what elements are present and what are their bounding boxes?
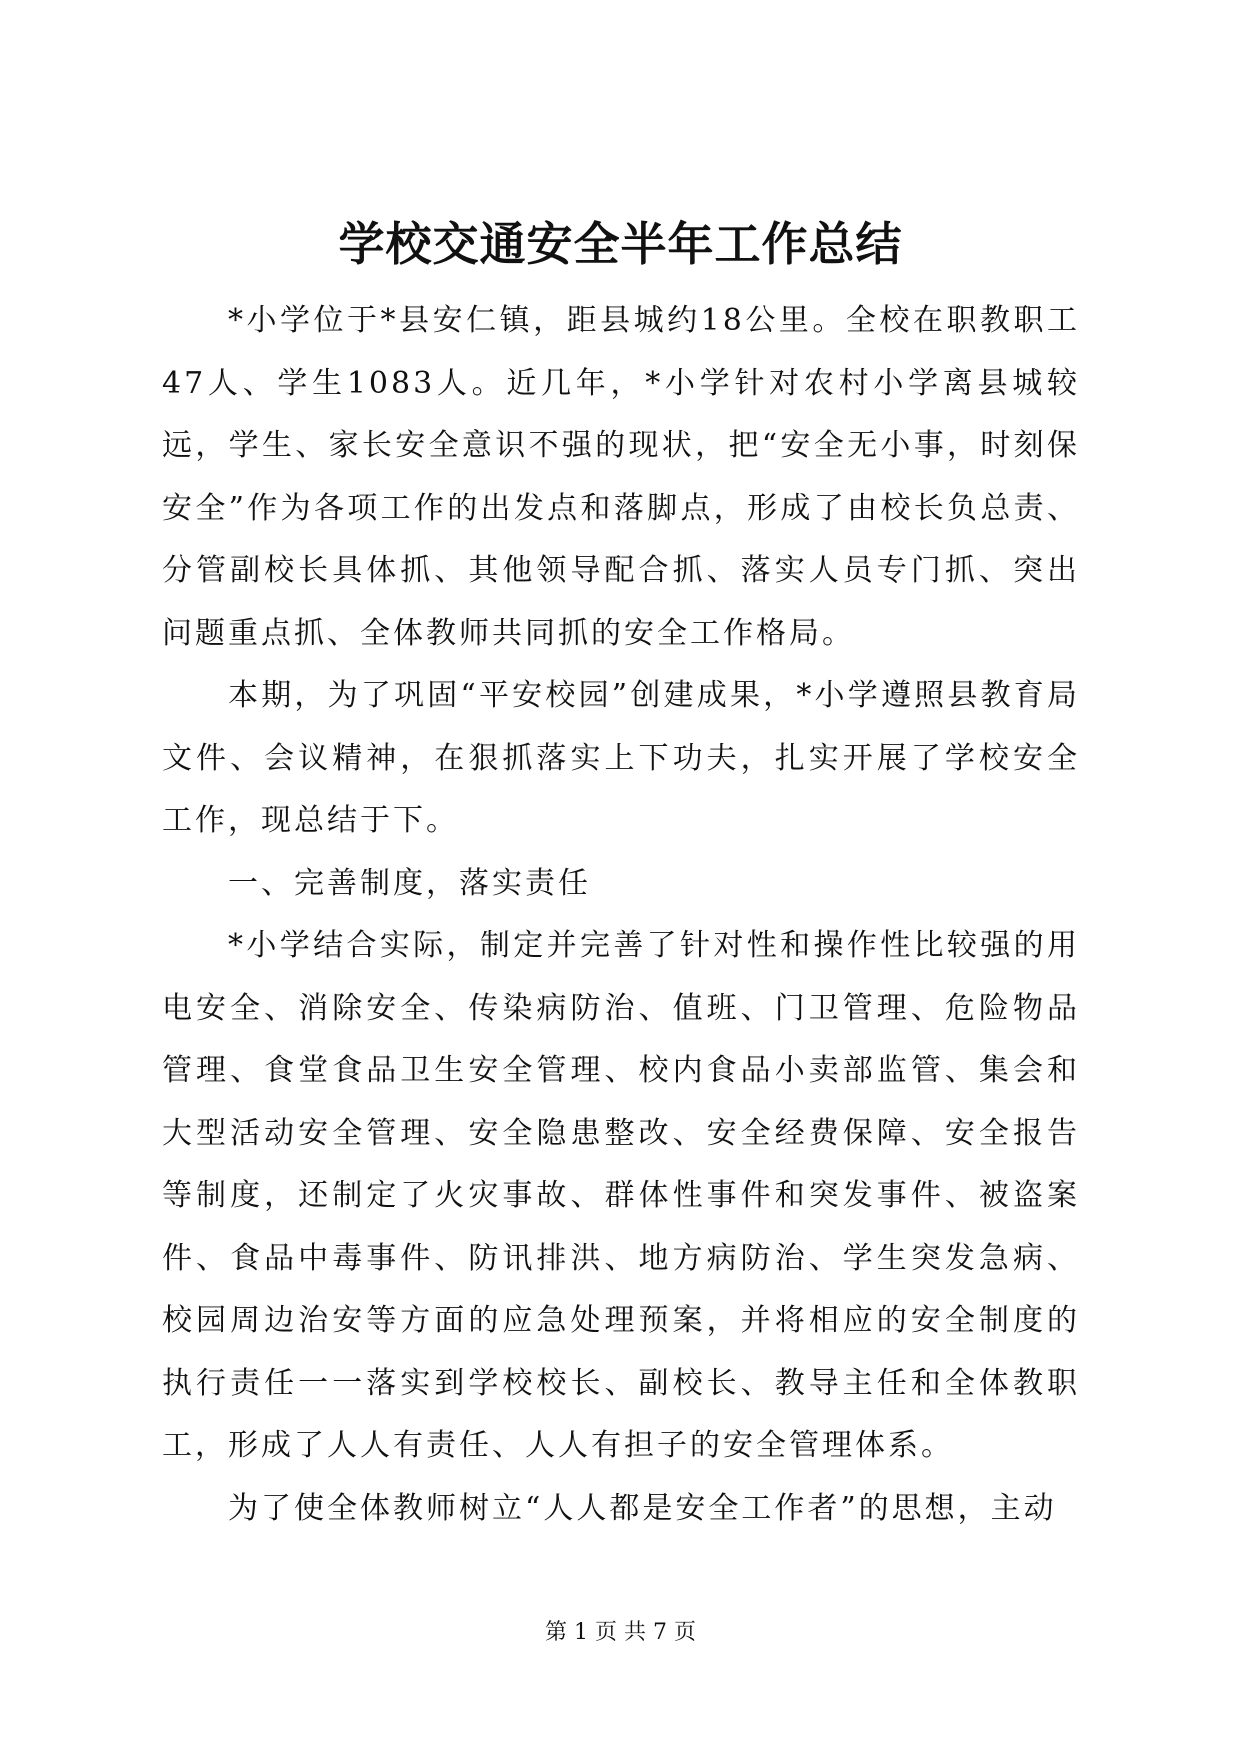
document-body: [162, 290, 1080, 1540]
page-footer: [0, 1618, 1241, 1648]
paragraph-continuation: 为了使全体教师树立“人人都是安全工作者”的思想，主动: [228, 1490, 1057, 1526]
page-number: 第 1 页 共 7 页: [545, 1620, 696, 1645]
section-heading: 一、完善制度，落实责任: [228, 865, 591, 901]
paragraph-intro: *小学位于*县安仁镇，距县城约18公里。全校在职教职工47人、学生1083人。近几年，*小学针对农村小学离县城较远，学生、家长安全意识不强的现状，把“安全无小事，时刻保安全”作为各项工作的出发点和落脚点，形成了由校长负总责、分管副校长具体抓、其他领导配合抓、落实人员专门抓、突出问题重点抓、全体教师共同抓的安全工作格局。: [162, 303, 1080, 651]
paragraph-section-one: *小学结合实际，制定并完善了针对性和操作性比较强的用电安全、消除安全、传染病防治、值班、门卫管理、危险物品管理、食堂食品卫生安全管理、校内食品小卖部监管、集会和大型活动安全管理、安全隐患整改、安全经费保障、安全报告等制度，还制定了火灾事故、群体性事件和突发事件、被盗案件、食品中毒事件、防讯排洪、地方病防治、学生突发急病、校园周边治安等方面的应急处理预案，并将相应的安全制度的执行责任一一落实到学校校长、副校长、教导主任和全体教职工，形成了人人有责任、人人有担子的安全管理体系。: [162, 928, 1080, 1463]
paragraph-summary-intro: 本期，为了巩固“平安校园”创建成果，*小学遵照县教育局文件、会议精神，在狠抓落实上下功夫，扎实开展了学校安全工作，现总结于下。: [162, 678, 1080, 838]
document-title: 学校交通安全半年工作总结: [338, 217, 903, 271]
